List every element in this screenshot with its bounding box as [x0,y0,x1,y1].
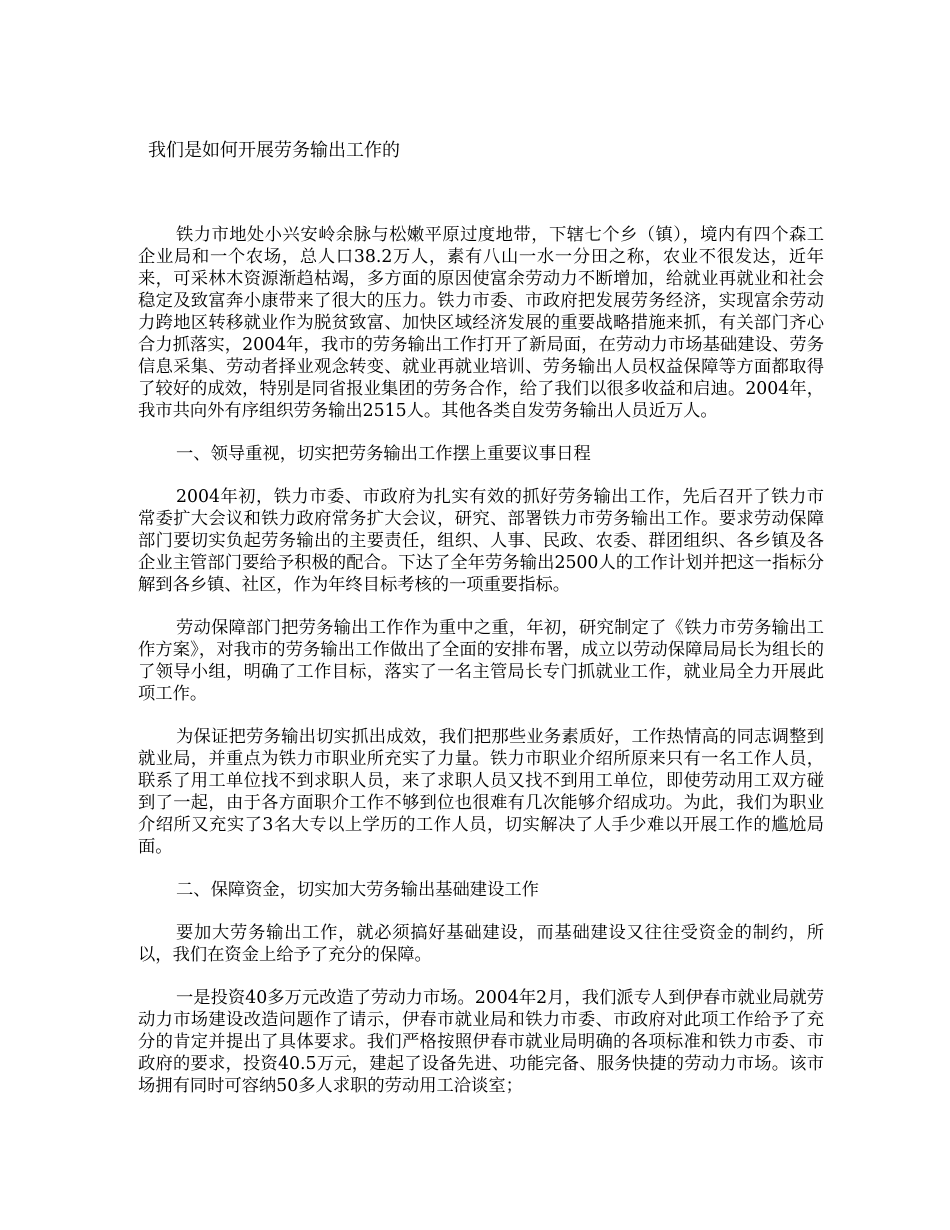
paragraph-meeting: 2004年初，铁力市委、市政府为扎实有效的抓好劳务输出工作，先后召开了铁力市常委扩大会议和铁力政府常务扩大会议，研究、部署铁力市劳务输出工作。要求劳动保障部门要切实负起劳务输出的主要责任，组织、人事、民政、农委、群团组织、各乡镇及各企业主管部门要给予积极的配合。下达了全年劳务输出2500人的工作计划并把这一指标分解到各乡镇、社区，作为年终目标考核的一项重要指标。 [138,487,824,595]
section-heading-1: 一、领导重视，切实把劳务输出工作摆上重要议事日程 [176,444,591,464]
document-title: 我们是如何开展劳务输出工作的 [148,140,400,161]
paragraph-plan: 劳动保障部门把劳务输出工作作为重中之重，年初，研究制定了《铁力市劳务输出工作方案》，对我市的劳务输出工作做出了全面的安排布署，成立以劳动保障局局长为组长的了领导小组，明确了工作目标，落实了一名主管局长专门抓就业工作，就业局全力开展此项工作。 [138,618,824,704]
document-body [138,224,824,1118]
paragraph-market: 一是投资40多万元改造了劳动力市场。2004年2月，我们派专人到伊春市就业局就劳动力市场建设改造问题作了请示，伊春市就业局和铁力市委、市政府对此项工作给予了充分的肯定并提出了具体要求。我们严格按照伊春市就业局明确的各项标准和铁力市委、市政府的要求，投资40.5万元，建起了设备先进、功能完备、服务快捷的劳动力市场。该市场拥有同时可容纳50多人求职的劳动用工洽谈室； [138,988,824,1096]
intro-paragraph: 铁力市地处小兴安岭余脉与松嫩平原过度地带，下辖七个乡（镇），境内有四个森工企业局和一个农场，总人口38.2万人，素有八山一水一分田之称，农业不很发达，近年来，可采林木资源渐趋枯竭，多方面的原因使富余劳动力不断增加，给就业再就业和社会稳定及致富奔小康带来了很大的压力。铁力市委、市政府把发展劳务经济，实现富余劳动力跨地区转移就业作为脱贫致富、加快区域经济发展的重要战略措施来抓，有关部门齐心合力抓落实，2004年，我市的劳务输出工作打开了新局面，在劳动力市场基础建设、劳务信息采集、劳动者择业观念转变、就业再就业培训、劳务输出人员权益保障等方面都取得了较好的成效，特别是同省报业集团的劳务合作，给了我们以很多收益和启迪。2004年，我市共向外有序组织劳务输出2515人。其他各类自发劳务输出人员近万人。 [138,225,824,421]
paragraph-funding: 要加大劳务输出工作，就必须搞好基础建设，而基础建设又往往受资金的制约，所以，我们在资金上给予了充分的保障。 [138,923,824,965]
section-heading-2: 二、保障资金，切实加大劳务输出基础建设工作 [176,880,539,900]
paragraph-staffing: 为保证把劳务输出切实抓出成效，我们把那些业务素质好，工作热情高的同志调整到就业局，并重点为铁力市职业所充实了力量。铁力市职业介绍所原来只有一名工作人员，联系了用工单位找不到求职人员，来了求职人员又找不到用工单位，即使劳动用工双方碰到了一起，由于各方面职介工作不够到位也很难有几次能够介绍成功。为此，我们为职业介绍所又充实了3名大专以上学历的工作人员，切实解决了人手少难以开展工作的尴尬局面。 [138,727,824,857]
